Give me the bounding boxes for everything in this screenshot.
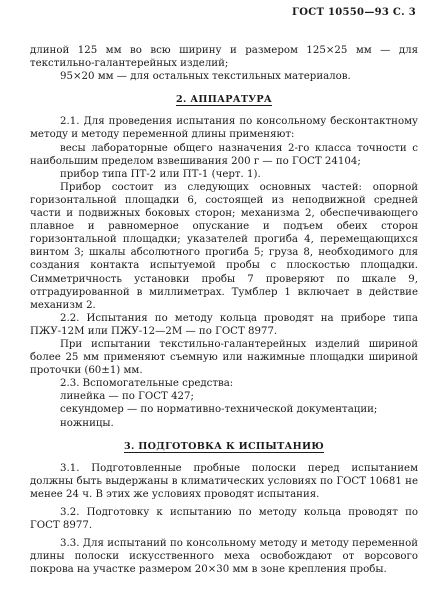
paragraph-ruler: линейка — по ГОСТ 427; [60, 391, 194, 403]
paragraph-2-1: 2.1. Для проведения испытания по консольному бесконтактному методу и методу переменной длины применяют: [30, 116, 418, 141]
paragraph-2-3: 2.3. Вспомогательные средства: [60, 378, 234, 390]
page-header: ГОСТ 10550—93 С. 3 [292, 7, 416, 18]
paragraph-scales: весы лабораторные общего назначения 2-го класса точности с наибольшим пределом взвешивания 200 г — по ГОСТ 24104; [30, 142, 418, 167]
paragraph-stopwatch: секундомер — по нормативно-технической документации; [60, 404, 378, 416]
paragraph-scissors: ножницы. [60, 417, 114, 429]
section-heading-preparation: 3. ПОДГОТОВКА К ИСПЫТАНИЮ [123, 440, 325, 452]
document-body [30, 44, 418, 576]
paragraph-3-1: 3.1. Подготовленные пробные полоски перед испытанием должны быть выдержаны в климатических условиях по ГОСТ 10681 не менее 24 ч. В этих же условиях проводят испытания. [30, 462, 418, 500]
paragraph-wide-items: При испытании текстильно-галантерейных изделий шириной более 25 мм применяют съемную или нажимные площадки шириной проточки (60±1) мм. [30, 338, 418, 377]
paragraph-device-type: прибор типа ПТ-2 или ПТ-1 (черт. 1). [60, 168, 261, 180]
section-heading-apparatus: 2. АППАРАТУРА [176, 94, 272, 106]
intro-paragraph-2: 95×20 мм — для остальных текстильных материалов. [60, 71, 351, 83]
intro-paragraph: длиной 125 мм во всю ширину и размером 125×25 мм — для текстильно-галантерейных изделий; [30, 45, 418, 70]
paragraph-device-parts: Прибор состоит из следующих основных частей: опорной горизонтальной площадки 6, состоящей из неподвижной средней части и подвижных боковых сторон; механизма 2, обеспечивающего плавное и равномерное опускание и подъем обеих сторон горизонтальной площадки; указателей прогиба 4, перемещающихся винтом 3; шкалы абсолютного прогиба 5; груза 8, необходимого для создания контакта испытуемой пробы с плоскостью площадки. Симметричность установки пробы 7 проверяют по шкале 9, отградуированной в миллиметрах. Тумблер 1 включает в действие механизм 2. [30, 181, 418, 311]
paragraph-3-3: 3.3. Для испытаний по консольному методу и методу переменной длины полоски искусственного меха освобождают от ворсового покрова на участке размером 20×30 мм в зоне крепления пробы. [30, 538, 418, 576]
paragraph-3-2: 3.2. Подготовку к испытанию по методу кольца проводят по ГОСТ 8977. [30, 507, 418, 532]
paragraph-2-2: 2.2. Испытания по методу кольца проводят на приборе типа ПЖУ-12М или ПЖУ-12—2М — по ГОСТ 8977. [30, 312, 418, 337]
